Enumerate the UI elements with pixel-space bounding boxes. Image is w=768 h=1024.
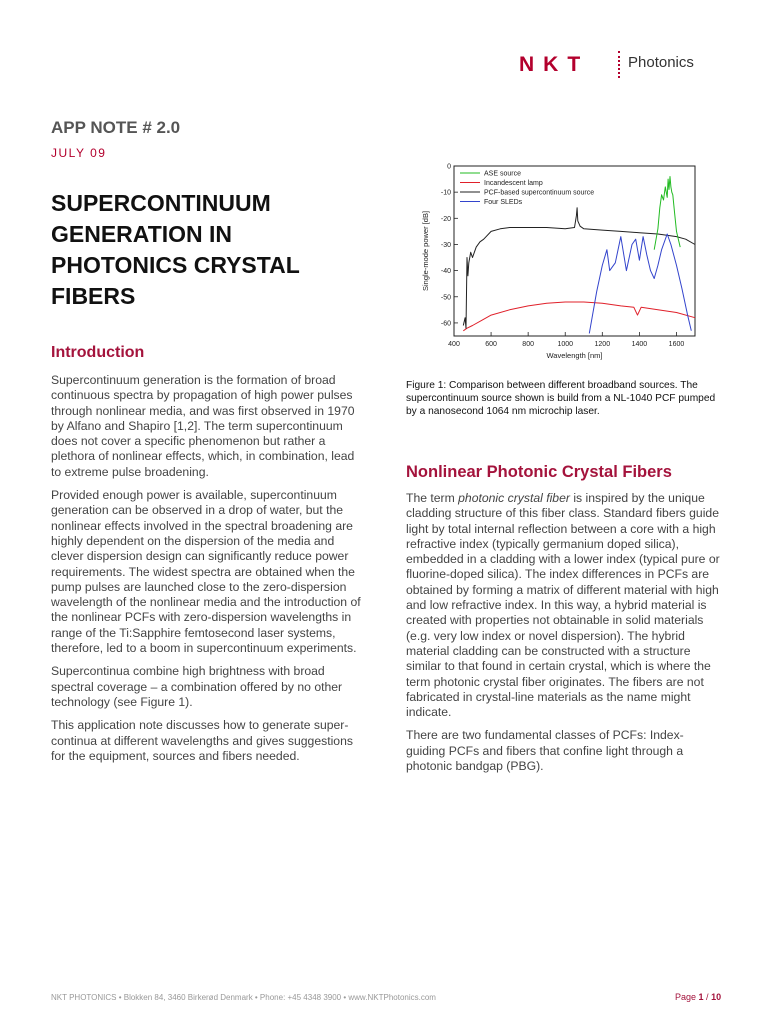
app-note-number: APP NOTE # 2.0 (51, 118, 181, 137)
intro-paragraph: Supercontinua combine high brightness with broad spectral coverage – a combination offered by no other technology (see Figure 1). (51, 664, 343, 709)
nonlinear-pcf-body (406, 491, 721, 782)
page-total: 10 (711, 992, 722, 1002)
logo-brand: NKT (519, 53, 590, 76)
logo-name: Photonics (628, 54, 694, 71)
y-tick-label: -10 (440, 189, 451, 197)
series-line (463, 302, 695, 331)
introduction-body (51, 373, 366, 772)
page-title (51, 188, 371, 312)
page-separator: / (703, 992, 712, 1002)
spectrum-chart-svg (418, 160, 708, 365)
nonlinear-paragraph: There are two fundamental classes of PCFs: Index-guiding PCFs and fibers that confine light through a photonic bandgap (PBG). (406, 728, 684, 774)
y-tick-label: -60 (440, 320, 451, 328)
legend-label: ASE source (484, 170, 521, 178)
intro-paragraph: Supercontinuum generation is the formation of broad continuous spectra by propagation of high power pulses through nonlinear media, and was first observed in 1970 by Alfano and Shapiro [1,2]. The term supercontinuum does not cover a specific phenomenon but rather a plethora of nonlinear effects, which, in combination, lead to extreme pulse broadening. (51, 373, 355, 479)
series-line (589, 234, 691, 333)
title-line: SUPERCONTINUUM (51, 190, 271, 216)
x-tick-label: 1400 (631, 341, 648, 348)
y-axis-label: Single-mode power [dB] (421, 210, 430, 292)
logo-divider (618, 51, 620, 78)
nonlinear-pcf-heading: Nonlinear Photonic Crystal Fibers (406, 463, 672, 481)
x-tick-label: 1000 (557, 341, 574, 348)
title-line: GENERATION IN (51, 221, 233, 247)
y-tick-label: 0 (447, 163, 451, 171)
text-run: The term (406, 491, 459, 505)
nonlinear-paragraph (406, 491, 721, 720)
figure-caption: Figure 1: Comparison between different broadband sources. The supercontinuum source shown is build from a NL-1040 PCF pumped by a nanosecond 1064 nm microchip laser. (406, 380, 716, 417)
x-tick-label: 400 (448, 341, 460, 348)
y-tick-label: -50 (440, 294, 451, 302)
intro-paragraph: Provided enough power is available, supercontinuum generation can be observed in a drop of water, but the nonlinear effects involved in the spectral broadening are highly dependent on the dispersion of the media and clever dispersion design can significantly reduce power requirements. The widest spectra are obtained when the pump pulses are launched close to the zero-dispersion wavelength of the nonlinear media and the introduction of the nonlinear PCFs with zero-dispersion wavelengths in range of the Ti:Sapphire femtosecond laser systems, therefore, led to a boom in supercontinuum experiments. (51, 488, 361, 656)
introduction-heading: Introduction (51, 344, 145, 361)
x-tick-label: 800 (522, 341, 534, 348)
legend-label: Four SLEDs (484, 199, 523, 206)
legend-label: PCF-based supercontinuum source (484, 189, 595, 197)
page-number (675, 992, 721, 1002)
text-run: is inspired by the unique cladding structure of this fiber class. Standard fibers guide light by total internal reflection between a core with a high refractive index (typically germanium doped silica), embedded in a cladding with a lower index (typical pure or fluorine-doped silica). The index differences in PCFs are obtained by forming a matrix of different material with high and low refractive index. In this way, a hybrid material is created with properties not obtainable in solid materials (e.g. very low index or novel dispersion). The hybrid material cladding can be constructed with a structure similar to that found in certain crystal, which is where the term photonic crystal fiber originates. The fibers are not fabricated in crystal-line materials as the name might indicate. (406, 491, 720, 720)
title-line: PHOTONICS CRYSTAL (51, 252, 300, 278)
x-axis-label: Wavelength [nm] (546, 351, 603, 360)
x-tick-label: 1600 (668, 341, 685, 348)
y-tick-label: -30 (440, 241, 451, 249)
y-tick-label: -40 (440, 268, 451, 276)
series-line (654, 177, 680, 250)
x-tick-label: 1200 (594, 341, 611, 348)
footer-contact: NKT PHOTONICS • Blokken 84, 3460 Birkerød Denmark • Phone: +45 4348 3900 • www.NKTPhotonics.com (51, 993, 436, 1002)
intro-paragraph: This application note discusses how to generate super-continua at different wavelengths and gives suggestions for the equipment, sources and fibers needed. (51, 718, 353, 763)
emphasized-term: photonic crystal fiber (458, 491, 570, 505)
legend-label: Incandescent lamp (484, 180, 543, 187)
publication-date: JULY 09 (51, 146, 107, 160)
nkt-photonics-logo (519, 42, 719, 82)
page-current: 1 (698, 992, 704, 1002)
page-label: Page (675, 992, 699, 1002)
x-tick-label: 600 (485, 341, 497, 348)
figure-1-chart (418, 160, 708, 365)
title-line: FIBERS (51, 283, 136, 309)
y-tick-label: -20 (440, 215, 451, 223)
